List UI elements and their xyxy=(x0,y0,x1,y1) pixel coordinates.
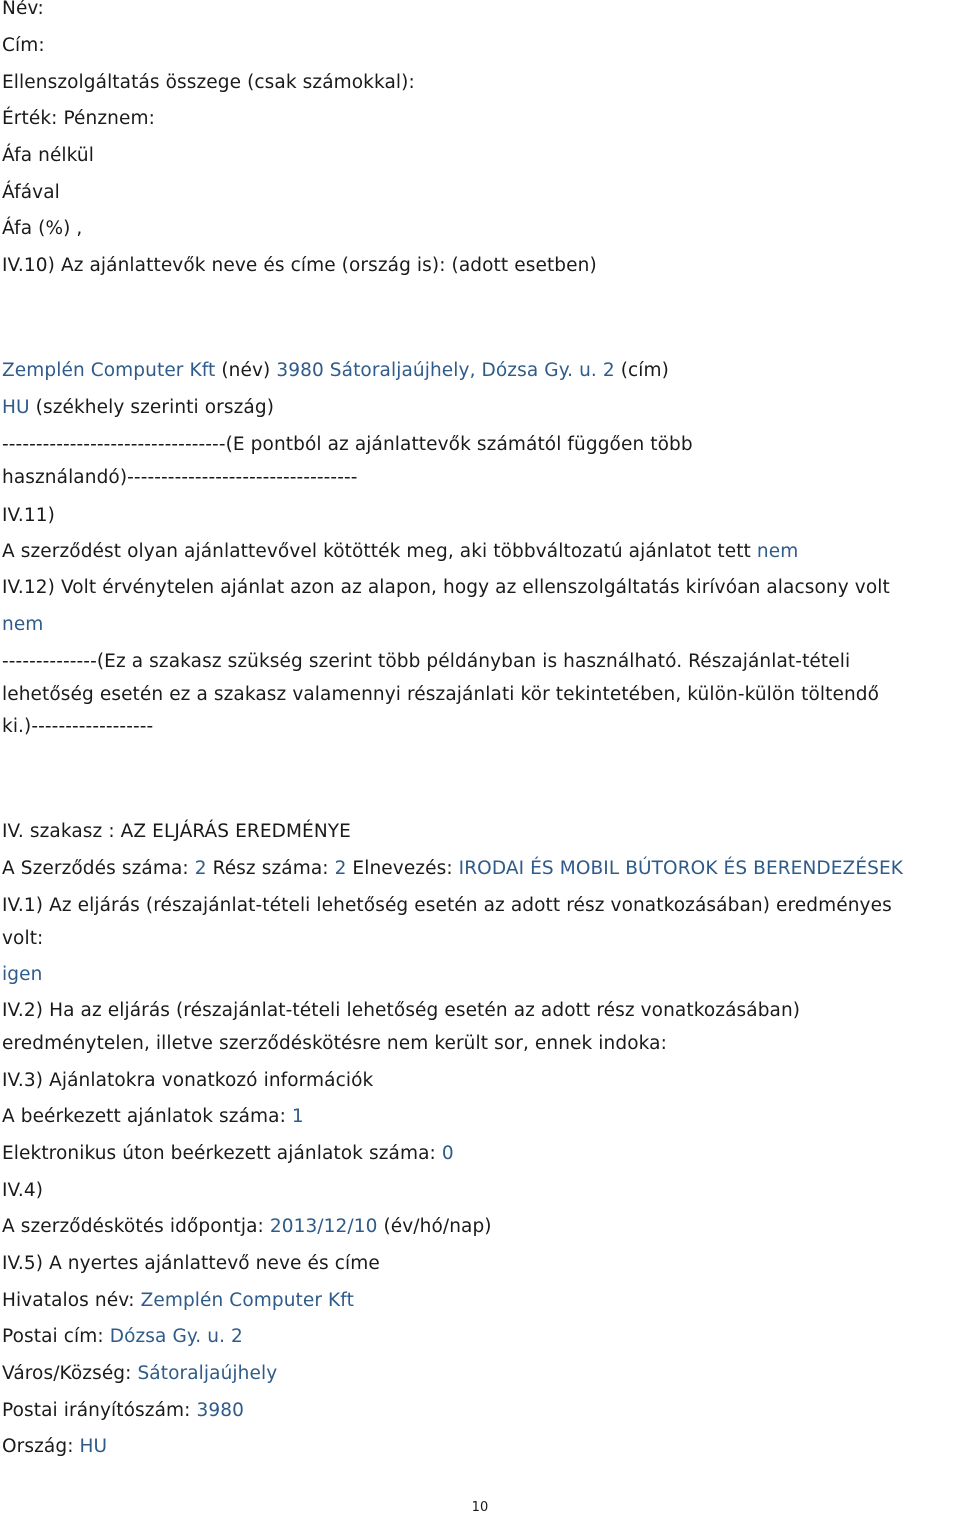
city-line xyxy=(2,1361,277,1387)
afa-percent-label: Áfa (%) , xyxy=(2,218,83,239)
country-value-2: HU xyxy=(79,1436,108,1457)
note-line-2: lehetőség esetén ez a szakasz valamennyi részajánlati kör tekintetében, külön-külön töltendő xyxy=(2,684,880,705)
postal-address-line xyxy=(2,1324,243,1350)
section-iv11-heading: IV.11) xyxy=(2,505,55,526)
eoffers-line xyxy=(2,1141,454,1167)
official-name-label: Hivatalos név: xyxy=(2,1290,141,1311)
company-line xyxy=(2,358,669,384)
date-line xyxy=(2,1214,492,1240)
postal-code-line xyxy=(2,1398,244,1424)
company-name-label: (név) xyxy=(215,360,277,381)
iv11-line xyxy=(2,539,798,565)
ellenszolgaltatas-label: Ellenszolgáltatás összege (csak számokkal): xyxy=(2,72,415,93)
postal-address-label: Postai cím: xyxy=(2,1326,110,1347)
iv1-line-1: IV.1) Az eljárás (részajánlat-tételi lehetőség esetén az adott rész vonatkozásában) eredményes xyxy=(2,895,892,916)
country-code: HU xyxy=(2,397,30,418)
iv12-value: nem xyxy=(2,614,44,635)
name-value: IRODAI ÉS MOBIL BÚTOROK ÉS BERENDEZÉSEK xyxy=(458,858,903,879)
contract-label: A Szerződés száma: xyxy=(2,858,195,879)
eoffers-label: Elektronikus úton beérkezett ajánlatok száma: xyxy=(2,1143,442,1164)
iv11-value: nem xyxy=(756,541,799,562)
iv2-line-1: IV.2) Ha az eljárás (részajánlat-tételi lehetőség esetén az adott rész vonatkozásában) xyxy=(2,1000,801,1021)
nev-label: Név: xyxy=(2,0,44,19)
section-iv3-heading: IV.3) Ajánlatokra vonatkozó információk xyxy=(2,1070,374,1091)
contract-number: 2 xyxy=(194,858,207,879)
city-value: Sátoraljaújhely xyxy=(137,1363,278,1384)
contract-line xyxy=(2,856,903,882)
offers-value: 1 xyxy=(291,1106,304,1127)
dash-line-1: ---------------------------------(E pontból az ajánlattevők számától függően több xyxy=(2,434,693,455)
section-iv10-heading: IV.10) Az ajánlattevők neve és címe (ország is): (adott esetben) xyxy=(2,255,597,276)
afaval-label: Áfával xyxy=(2,182,60,203)
official-name-line xyxy=(2,1288,354,1314)
postal-code-value: 3980 xyxy=(196,1400,244,1421)
offers-line xyxy=(2,1104,304,1130)
iv1-value: igen xyxy=(2,964,43,985)
iv1-line-2: volt: xyxy=(2,928,44,949)
country-label-2: Ország: xyxy=(2,1436,80,1457)
company-zip: 3980 xyxy=(276,360,324,381)
section-iv-heading: IV. szakasz : AZ ELJÁRÁS EREDMÉNYE xyxy=(2,821,351,842)
city-label: Város/Község: xyxy=(2,1363,138,1384)
company-name: Zemplén Computer Kft xyxy=(2,360,216,381)
postal-code-label: Postai irányítószám: xyxy=(2,1400,197,1421)
note-line-3: ki.)------------------ xyxy=(2,716,154,737)
country-label: (székhely szerinti ország) xyxy=(29,397,275,418)
ertek-label: Érték: Pénznem: xyxy=(2,108,155,129)
company-address: Sátoraljaújhely, Dózsa Gy. u. 2 xyxy=(323,360,615,381)
section-iv4-heading: IV.4) xyxy=(2,1180,44,1201)
iv11-text: A szerződést olyan ajánlattevővel kötötték meg, aki többváltozatú ajánlatot tett xyxy=(2,541,757,562)
offers-label: A beérkezett ajánlatok száma: xyxy=(2,1106,292,1127)
name-label: Elnevezés: xyxy=(346,858,459,879)
country-line-2 xyxy=(2,1434,107,1460)
date-format: (év/hó/nap) xyxy=(377,1216,492,1237)
page-number: 10 xyxy=(471,1500,489,1515)
official-name-value: Zemplén Computer Kft xyxy=(140,1290,354,1311)
date-value: 2013/12/10 xyxy=(269,1216,378,1237)
dash-line-2: használandó)---------------------------------- xyxy=(2,467,358,488)
eoffers-value: 0 xyxy=(441,1143,454,1164)
date-label: A szerződéskötés időpontja: xyxy=(2,1216,270,1237)
company-cim-label: (cím) xyxy=(614,360,669,381)
afa-nelkul-label: Áfa nélkül xyxy=(2,145,94,166)
section-iv12-heading: IV.12) Volt érvénytelen ajánlat azon az alapon, hogy az ellenszolgáltatás kirívóan alacsony volt xyxy=(2,577,890,598)
part-number: 2 xyxy=(334,858,347,879)
postal-address-value: Dózsa Gy. u. 2 xyxy=(109,1326,243,1347)
country-line xyxy=(2,395,274,421)
note-line-1: --------------(Ez a szakasz szükség szerint több példányban is használható. Részajánlat-tételi xyxy=(2,651,851,672)
part-label: Rész száma: xyxy=(206,858,335,879)
cim-label: Cím: xyxy=(2,35,45,56)
section-iv5-heading: IV.5) A nyertes ajánlattevő neve és címe xyxy=(2,1253,380,1274)
iv2-line-2: eredménytelen, illetve szerződéskötésre nem került sor, ennek indoka: xyxy=(2,1033,667,1054)
